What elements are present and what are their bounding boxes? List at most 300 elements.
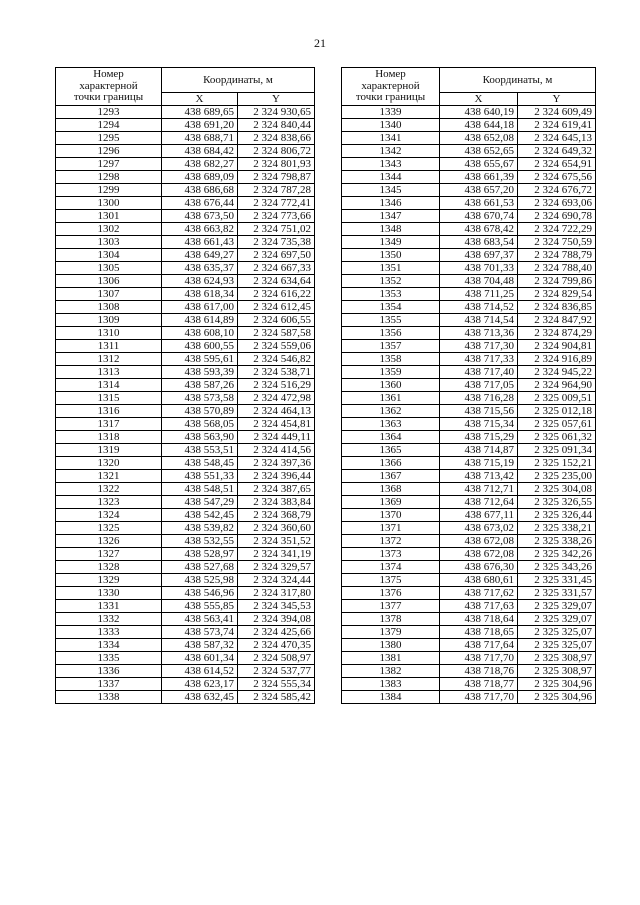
table-row (342, 613, 596, 626)
table-row (56, 626, 315, 639)
x-coordinate-cell: 438 676,44 (162, 197, 238, 210)
x-coordinate-cell: 438 688,71 (162, 132, 238, 145)
point-number-cell: 1333 (56, 626, 162, 639)
y-coordinate-cell: 2 324 464,13 (238, 405, 315, 418)
y-coordinate-cell: 2 324 555,34 (238, 678, 315, 691)
point-number-cell: 1358 (342, 353, 440, 366)
y-coordinate-cell: 2 325 091,34 (518, 444, 596, 457)
x-coordinate-cell: 438 548,51 (162, 483, 238, 496)
table-row (342, 483, 596, 496)
table-row (56, 197, 315, 210)
point-number-cell: 1308 (56, 301, 162, 314)
y-coordinate-cell: 2 324 414,56 (238, 444, 315, 457)
x-coordinate-cell: 438 547,29 (162, 496, 238, 509)
x-coordinate-cell: 438 718,77 (440, 678, 518, 691)
table-row (56, 210, 315, 223)
table-row (56, 613, 315, 626)
y-coordinate-cell: 2 324 667,33 (238, 262, 315, 275)
table-row (56, 171, 315, 184)
table-row (56, 561, 315, 574)
point-number-cell: 1301 (56, 210, 162, 223)
x-coordinate-cell: 438 587,26 (162, 379, 238, 392)
x-coordinate-cell: 438 672,08 (440, 548, 518, 561)
y-coordinate-cell: 2 324 697,50 (238, 249, 315, 262)
y-coordinate-cell: 2 325 326,44 (518, 509, 596, 522)
point-number-cell: 1366 (342, 457, 440, 470)
y-coordinate-cell: 2 324 616,22 (238, 288, 315, 301)
y-coordinate-cell: 2 324 735,38 (238, 236, 315, 249)
x-coordinate-cell: 438 714,54 (440, 314, 518, 327)
table-row (342, 379, 596, 392)
table-row (56, 496, 315, 509)
table-row (56, 392, 315, 405)
point-number-cell: 1323 (56, 496, 162, 509)
y-coordinate-cell: 2 324 619,41 (518, 119, 596, 132)
x-coordinate-cell: 438 715,19 (440, 457, 518, 470)
table-row (56, 509, 315, 522)
x-coordinate-cell: 438 718,65 (440, 626, 518, 639)
y-coordinate-cell: 2 324 537,77 (238, 665, 315, 678)
point-number-cell: 1294 (56, 119, 162, 132)
y-coordinate-cell: 2 324 345,53 (238, 600, 315, 613)
y-coordinate-cell: 2 324 351,52 (238, 535, 315, 548)
table-row (342, 522, 596, 535)
table-row (342, 457, 596, 470)
y-coordinate-cell: 2 324 930,65 (238, 106, 315, 119)
x-coordinate-cell: 438 527,68 (162, 561, 238, 574)
point-number-cell: 1361 (342, 392, 440, 405)
table-row (56, 548, 315, 561)
x-coordinate-cell: 438 691,20 (162, 119, 238, 132)
table-row (342, 236, 596, 249)
point-number-cell: 1356 (342, 327, 440, 340)
point-number-cell: 1337 (56, 678, 162, 691)
table-row (342, 652, 596, 665)
point-number-cell: 1377 (342, 600, 440, 613)
y-coordinate-cell: 2 324 788,79 (518, 249, 596, 262)
point-number-cell: 1341 (342, 132, 440, 145)
point-number-cell: 1318 (56, 431, 162, 444)
point-number-cell: 1309 (56, 314, 162, 327)
y-coordinate-cell: 2 324 654,91 (518, 158, 596, 171)
point-number-cell: 1321 (56, 470, 162, 483)
x-coordinate-cell: 438 673,50 (162, 210, 238, 223)
x-coordinate-cell: 438 548,45 (162, 457, 238, 470)
coordinates-header: Координаты, м (162, 68, 315, 93)
y-coordinate-cell: 2 324 585,42 (238, 691, 315, 704)
y-coordinate-cell: 2 324 360,60 (238, 522, 315, 535)
x-coordinate-cell: 438 644,18 (440, 119, 518, 132)
point-number-cell: 1342 (342, 145, 440, 158)
table-row (56, 652, 315, 665)
point-number-cell: 1343 (342, 158, 440, 171)
x-coordinate-cell: 438 684,42 (162, 145, 238, 158)
table-row (342, 210, 596, 223)
x-coordinate-cell: 438 714,87 (440, 444, 518, 457)
table-row (56, 379, 315, 392)
x-coordinate-cell: 438 635,37 (162, 262, 238, 275)
point-number-cell: 1350 (342, 249, 440, 262)
x-coordinate-cell: 438 546,96 (162, 587, 238, 600)
y-header: Y (238, 93, 315, 106)
point-number-cell: 1365 (342, 444, 440, 457)
y-coordinate-cell: 2 324 609,49 (518, 106, 596, 119)
point-number-cell: 1334 (56, 639, 162, 652)
y-coordinate-cell: 2 324 394,08 (238, 613, 315, 626)
table-row (56, 444, 315, 457)
table-row (342, 574, 596, 587)
point-number-cell: 1310 (56, 327, 162, 340)
x-coordinate-cell: 438 672,08 (440, 535, 518, 548)
point-number-cell: 1302 (56, 223, 162, 236)
y-coordinate-cell: 2 325 235,00 (518, 470, 596, 483)
y-coordinate-cell: 2 325 343,26 (518, 561, 596, 574)
point-number-cell: 1383 (342, 678, 440, 691)
table-row (56, 301, 315, 314)
table-row (56, 678, 315, 691)
y-coordinate-cell: 2 324 829,54 (518, 288, 596, 301)
table-row (342, 665, 596, 678)
point-number-cell: 1372 (342, 535, 440, 548)
point-number-cell: 1362 (342, 405, 440, 418)
table-row (342, 587, 596, 600)
point-number-cell: 1295 (56, 132, 162, 145)
y-coordinate-cell: 2 324 964,90 (518, 379, 596, 392)
point-number-cell: 1316 (56, 405, 162, 418)
x-coordinate-cell: 438 689,65 (162, 106, 238, 119)
y-coordinate-cell: 2 325 325,07 (518, 626, 596, 639)
y-coordinate-cell: 2 324 472,98 (238, 392, 315, 405)
x-coordinate-cell: 438 682,27 (162, 158, 238, 171)
y-coordinate-cell: 2 325 009,51 (518, 392, 596, 405)
point-number-cell: 1306 (56, 275, 162, 288)
point-number-cell: 1320 (56, 457, 162, 470)
point-number-cell: 1352 (342, 275, 440, 288)
x-header: X (440, 93, 518, 106)
table-row (342, 678, 596, 691)
table-row (342, 366, 596, 379)
point-number-cell: 1329 (56, 574, 162, 587)
point-number-cell: 1303 (56, 236, 162, 249)
x-coordinate-cell: 438 640,19 (440, 106, 518, 119)
table-row (56, 106, 315, 119)
y-coordinate-cell: 2 324 606,55 (238, 314, 315, 327)
y-coordinate-cell: 2 324 559,06 (238, 340, 315, 353)
table-row (342, 496, 596, 509)
y-coordinate-cell: 2 325 304,96 (518, 691, 596, 704)
table-row (342, 249, 596, 262)
table-row (56, 184, 315, 197)
table-row (56, 483, 315, 496)
table-row (56, 665, 315, 678)
x-coordinate-cell: 438 717,30 (440, 340, 518, 353)
x-coordinate-cell: 438 718,64 (440, 613, 518, 626)
x-coordinate-cell: 438 711,25 (440, 288, 518, 301)
x-coordinate-cell: 438 701,33 (440, 262, 518, 275)
table-row (342, 626, 596, 639)
point-number-cell: 1305 (56, 262, 162, 275)
point-number-cell: 1330 (56, 587, 162, 600)
y-coordinate-cell: 2 324 634,64 (238, 275, 315, 288)
y-coordinate-cell: 2 324 425,66 (238, 626, 315, 639)
point-number-cell: 1382 (342, 665, 440, 678)
point-number-cell: 1353 (342, 288, 440, 301)
y-coordinate-cell: 2 324 368,79 (238, 509, 315, 522)
y-coordinate-cell: 2 324 874,29 (518, 327, 596, 340)
point-number-cell: 1297 (56, 158, 162, 171)
point-number-cell: 1354 (342, 301, 440, 314)
table-row (342, 327, 596, 340)
y-coordinate-cell: 2 324 840,44 (238, 119, 315, 132)
y-coordinate-cell: 2 325 061,32 (518, 431, 596, 444)
x-coordinate-cell: 438 539,82 (162, 522, 238, 535)
table-row (342, 340, 596, 353)
point-number-cell: 1351 (342, 262, 440, 275)
x-coordinate-cell: 438 600,55 (162, 340, 238, 353)
table-row (342, 353, 596, 366)
point-number-cell: 1373 (342, 548, 440, 561)
x-coordinate-cell: 438 593,39 (162, 366, 238, 379)
table-row (342, 509, 596, 522)
x-coordinate-cell: 438 717,63 (440, 600, 518, 613)
point-number-cell: 1319 (56, 444, 162, 457)
x-coordinate-cell: 438 673,02 (440, 522, 518, 535)
y-coordinate-cell: 2 324 751,02 (238, 223, 315, 236)
y-coordinate-cell: 2 324 722,29 (518, 223, 596, 236)
point-number-cell: 1307 (56, 288, 162, 301)
table-row (56, 327, 315, 340)
x-coordinate-cell: 438 678,42 (440, 223, 518, 236)
table-row (56, 535, 315, 548)
y-coordinate-cell: 2 324 449,11 (238, 431, 315, 444)
table-row (56, 158, 315, 171)
y-coordinate-cell: 2 325 331,45 (518, 574, 596, 587)
x-coordinate-cell: 438 712,64 (440, 496, 518, 509)
x-coordinate-cell: 438 624,93 (162, 275, 238, 288)
x-coordinate-cell: 438 661,43 (162, 236, 238, 249)
x-coordinate-cell: 438 717,05 (440, 379, 518, 392)
table-row (342, 184, 596, 197)
point-number-header: Номер характерной точки границы (56, 68, 162, 106)
x-coordinate-cell: 438 717,70 (440, 691, 518, 704)
x-coordinate-cell: 438 618,34 (162, 288, 238, 301)
table-row (342, 119, 596, 132)
x-coordinate-cell: 438 652,65 (440, 145, 518, 158)
point-number-cell: 1328 (56, 561, 162, 574)
x-coordinate-cell: 438 551,33 (162, 470, 238, 483)
y-coordinate-cell: 2 324 470,35 (238, 639, 315, 652)
y-coordinate-cell: 2 324 329,57 (238, 561, 315, 574)
x-coordinate-cell: 438 717,70 (440, 652, 518, 665)
coordinates-table-left (55, 67, 315, 704)
table-row (56, 366, 315, 379)
point-number-cell: 1368 (342, 483, 440, 496)
y-coordinate-cell: 2 324 341,19 (238, 548, 315, 561)
x-coordinate-cell: 438 715,34 (440, 418, 518, 431)
x-coordinate-cell: 438 704,48 (440, 275, 518, 288)
point-number-cell: 1355 (342, 314, 440, 327)
point-number-cell: 1304 (56, 249, 162, 262)
table-row (342, 535, 596, 548)
table-row (56, 418, 315, 431)
y-coordinate-cell: 2 324 612,45 (238, 301, 315, 314)
x-coordinate-cell: 438 713,42 (440, 470, 518, 483)
table-row (56, 691, 315, 704)
point-number-cell: 1324 (56, 509, 162, 522)
point-number-cell: 1347 (342, 210, 440, 223)
x-coordinate-cell: 438 563,41 (162, 613, 238, 626)
x-coordinate-cell: 438 670,74 (440, 210, 518, 223)
table-row (56, 119, 315, 132)
y-coordinate-cell: 2 324 773,66 (238, 210, 315, 223)
y-coordinate-cell: 2 324 396,44 (238, 470, 315, 483)
point-number-cell: 1379 (342, 626, 440, 639)
x-coordinate-cell: 438 680,61 (440, 574, 518, 587)
point-number-cell: 1299 (56, 184, 162, 197)
point-number-cell: 1300 (56, 197, 162, 210)
table-row (342, 106, 596, 119)
point-number-cell: 1293 (56, 106, 162, 119)
y-coordinate-cell: 2 324 675,56 (518, 171, 596, 184)
point-number-cell: 1363 (342, 418, 440, 431)
y-coordinate-cell: 2 325 329,07 (518, 600, 596, 613)
point-number-cell: 1357 (342, 340, 440, 353)
y-coordinate-cell: 2 325 331,57 (518, 587, 596, 600)
y-coordinate-cell: 2 325 308,97 (518, 665, 596, 678)
y-coordinate-cell: 2 325 342,26 (518, 548, 596, 561)
table-row (56, 431, 315, 444)
y-coordinate-cell: 2 324 787,28 (238, 184, 315, 197)
y-coordinate-cell: 2 325 057,61 (518, 418, 596, 431)
x-coordinate-cell: 438 717,64 (440, 639, 518, 652)
point-number-cell: 1376 (342, 587, 440, 600)
table-row (342, 288, 596, 301)
x-coordinate-cell: 438 714,52 (440, 301, 518, 314)
y-coordinate-cell: 2 324 847,92 (518, 314, 596, 327)
table-row (342, 301, 596, 314)
table-row (56, 522, 315, 535)
y-coordinate-cell: 2 324 508,97 (238, 652, 315, 665)
point-number-cell: 1381 (342, 652, 440, 665)
x-coordinate-cell: 438 717,62 (440, 587, 518, 600)
x-coordinate-cell: 438 718,76 (440, 665, 518, 678)
y-coordinate-cell: 2 325 329,07 (518, 613, 596, 626)
x-coordinate-cell: 438 587,32 (162, 639, 238, 652)
point-number-cell: 1378 (342, 613, 440, 626)
x-coordinate-cell: 438 649,27 (162, 249, 238, 262)
y-coordinate-cell: 2 324 806,72 (238, 145, 315, 158)
x-coordinate-cell: 438 573,74 (162, 626, 238, 639)
table-row (56, 249, 315, 262)
table-row (56, 353, 315, 366)
y-coordinate-cell: 2 324 454,81 (238, 418, 315, 431)
table-row (342, 145, 596, 158)
table-row (342, 171, 596, 184)
point-number-cell: 1375 (342, 574, 440, 587)
x-coordinate-cell: 438 614,89 (162, 314, 238, 327)
x-coordinate-cell: 438 661,53 (440, 197, 518, 210)
x-coordinate-cell: 438 532,55 (162, 535, 238, 548)
y-coordinate-cell: 2 324 788,40 (518, 262, 596, 275)
x-coordinate-cell: 438 657,20 (440, 184, 518, 197)
y-coordinate-cell: 2 325 338,26 (518, 535, 596, 548)
x-coordinate-cell: 438 601,34 (162, 652, 238, 665)
y-coordinate-cell: 2 324 750,59 (518, 236, 596, 249)
table-row (342, 197, 596, 210)
y-coordinate-cell: 2 324 387,65 (238, 483, 315, 496)
table-row (56, 470, 315, 483)
x-coordinate-cell: 438 663,82 (162, 223, 238, 236)
y-coordinate-cell: 2 324 798,87 (238, 171, 315, 184)
table-row (342, 691, 596, 704)
x-coordinate-cell: 438 617,00 (162, 301, 238, 314)
x-coordinate-cell: 438 595,61 (162, 353, 238, 366)
x-header: X (162, 93, 238, 106)
table-row (56, 275, 315, 288)
point-number-cell: 1336 (56, 665, 162, 678)
x-coordinate-cell: 438 712,71 (440, 483, 518, 496)
page-number: 21 (314, 36, 326, 50)
x-coordinate-cell: 438 608,10 (162, 327, 238, 340)
table-row (342, 158, 596, 171)
x-coordinate-cell: 438 717,40 (440, 366, 518, 379)
x-coordinate-cell: 438 525,98 (162, 574, 238, 587)
x-coordinate-cell: 438 717,33 (440, 353, 518, 366)
table-row (56, 236, 315, 249)
point-number-cell: 1339 (342, 106, 440, 119)
y-coordinate-cell: 2 325 325,07 (518, 639, 596, 652)
x-coordinate-cell: 438 697,37 (440, 249, 518, 262)
table-row (342, 392, 596, 405)
x-coordinate-cell: 438 677,11 (440, 509, 518, 522)
x-coordinate-cell: 438 655,67 (440, 158, 518, 171)
table-header (342, 68, 596, 106)
y-coordinate-cell: 2 324 693,06 (518, 197, 596, 210)
point-number-cell: 1364 (342, 431, 440, 444)
x-coordinate-cell: 438 623,17 (162, 678, 238, 691)
y-coordinate-cell: 2 324 645,13 (518, 132, 596, 145)
table-row (56, 639, 315, 652)
x-coordinate-cell: 438 614,52 (162, 665, 238, 678)
y-coordinate-cell: 2 324 538,71 (238, 366, 315, 379)
x-coordinate-cell: 438 555,85 (162, 600, 238, 613)
table-row (342, 314, 596, 327)
x-coordinate-cell: 438 652,08 (440, 132, 518, 145)
point-number-cell: 1374 (342, 561, 440, 574)
y-coordinate-cell: 2 324 690,78 (518, 210, 596, 223)
coordinates-header: Координаты, м (440, 68, 596, 93)
point-number-cell: 1348 (342, 223, 440, 236)
point-number-cell: 1384 (342, 691, 440, 704)
point-number-cell: 1369 (342, 496, 440, 509)
table-row (342, 561, 596, 574)
x-coordinate-cell: 438 676,30 (440, 561, 518, 574)
point-number-cell: 1338 (56, 691, 162, 704)
x-coordinate-cell: 438 573,58 (162, 392, 238, 405)
point-number-cell: 1314 (56, 379, 162, 392)
table-row (56, 223, 315, 236)
point-number-cell: 1313 (56, 366, 162, 379)
table-row (56, 600, 315, 613)
table-row (56, 132, 315, 145)
point-number-cell: 1327 (56, 548, 162, 561)
point-number-cell: 1298 (56, 171, 162, 184)
table-row (56, 314, 315, 327)
table-row (342, 548, 596, 561)
point-number-cell: 1326 (56, 535, 162, 548)
point-number-cell: 1317 (56, 418, 162, 431)
x-coordinate-cell: 438 689,09 (162, 171, 238, 184)
